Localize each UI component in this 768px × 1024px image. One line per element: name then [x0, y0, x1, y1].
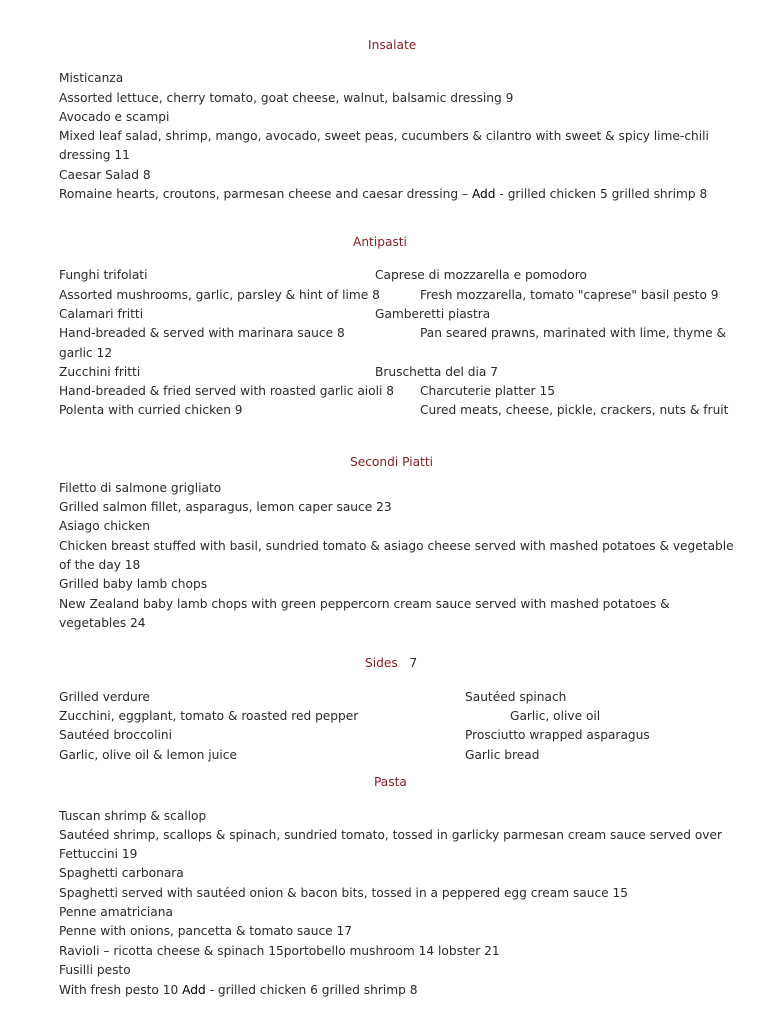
section-title-sides — [365, 654, 417, 673]
menu-item-name: Funghi trifolati — [59, 268, 148, 282]
menu-item-name: Polenta with curried chicken 9 — [59, 403, 243, 417]
menu-item-name: Gamberetti piastra — [375, 307, 491, 321]
section-title-secondi: Secondi Piatti — [350, 455, 433, 469]
menu-item-name: Grilled verdure — [59, 690, 150, 704]
menu-item-name: Prosciutto wrapped asparagus — [465, 728, 650, 742]
menu-item-description — [59, 185, 707, 204]
menu-item-name: Penne amatriciana — [59, 905, 173, 919]
menu-item-description: Fettuccini 19 — [59, 847, 138, 861]
menu-item-name: Calamari fritti — [59, 307, 144, 321]
menu-item-name: Asiago chicken — [59, 519, 150, 533]
menu-item-description: Fresh mozzarella, tomato "caprese" basil pesto 9 — [420, 288, 719, 302]
menu-item-description: Garlic, olive oil & lemon juice — [59, 748, 237, 762]
menu-item-description: Mixed leaf salad, shrimp, mango, avocado, sweet peas, cucumbers & cilantro with sweet & spicy lime-chili — [59, 129, 709, 143]
menu-item-description: Grilled salmon fillet, asparagus, lemon caper sauce 23 — [59, 500, 392, 514]
menu-item-description: Cured meats, cheese, pickle, crackers, nuts & fruit — [420, 403, 729, 417]
menu-item-name: Caesar Salad 8 — [59, 168, 151, 182]
add-options-text: - grilled chicken 5 grilled shrimp 8 — [495, 187, 708, 201]
menu-item-name: Sautéed broccolini — [59, 728, 172, 742]
menu-item-name: Fusilli pesto — [59, 963, 131, 977]
menu-item-description: Hand-breaded & served with marinara sauce 8 — [59, 326, 345, 340]
menu-item-description: Garlic, olive oil — [510, 709, 601, 723]
menu-item-description: New Zealand baby lamb chops with green peppercorn cream sauce served with mashed potatoes & — [59, 597, 670, 611]
menu-item-description: garlic 12 — [59, 346, 113, 360]
description-text: With fresh pesto 10 — [59, 983, 183, 997]
menu-item-name: Avocado e scampi — [59, 110, 170, 124]
sides-price: 7 — [409, 656, 418, 670]
add-label: Add — [182, 983, 206, 997]
menu-item-description: Pan seared prawns, marinated with lime, thyme & — [420, 326, 726, 340]
section-title-antipasti: Antipasti — [353, 235, 407, 249]
menu-item-name: Filetto di salmone grigliato — [59, 481, 222, 495]
menu-item-description: Assorted mushrooms, garlic, parsley & hint of lime 8 — [59, 288, 380, 302]
menu-item-name: Tuscan shrimp & scallop — [59, 809, 207, 823]
menu-item-name: Zucchini fritti — [59, 365, 141, 379]
menu-item-description: of the day 18 — [59, 558, 141, 572]
menu-item-name: Caprese di mozzarella e pomodoro — [375, 268, 587, 282]
menu-item-description: Assorted lettuce, cherry tomato, goat cheese, walnut, balsamic dressing 9 — [59, 91, 514, 105]
menu-item-name: Bruschetta del dia 7 — [375, 365, 498, 379]
add-options-text: - grilled chicken 6 grilled shrimp 8 — [205, 983, 418, 997]
description-text: Romaine hearts, croutons, parmesan cheese and caesar dressing – — [59, 187, 472, 201]
menu-item-description: Zucchini, eggplant, tomato & roasted red pepper — [59, 709, 359, 723]
menu-item-description — [59, 981, 417, 1000]
menu-item-description: Spaghetti served with sautéed onion & bacon bits, tossed in a peppered egg cream sauce 15 — [59, 886, 629, 900]
section-title-insalate: Insalate — [368, 38, 417, 52]
menu-item-description: Penne with onions, pancetta & tomato sauce 17 — [59, 924, 353, 938]
sides-title-text: Sides — [365, 656, 398, 670]
menu-item-description: dressing 11 — [59, 148, 130, 162]
menu-item-description: Sautéed shrimp, scallops & spinach, sundried tomato, tossed in garlicky parmesan cream sauce served over — [59, 828, 723, 842]
menu-item-name: Misticanza — [59, 71, 124, 85]
menu-item-name: Sautéed spinach — [465, 690, 567, 704]
menu-item-name: Spaghetti carbonara — [59, 866, 184, 880]
menu-item-name: Grilled baby lamb chops — [59, 577, 208, 591]
menu-item-description: vegetables 24 — [59, 616, 146, 630]
menu-item-description: Hand-breaded & fried served with roasted garlic aioli 8 — [59, 384, 395, 398]
add-label: Add — [471, 187, 496, 201]
section-title-pasta: Pasta — [374, 775, 407, 789]
menu-item-name: Garlic bread — [465, 748, 540, 762]
menu-item-name: Charcuterie platter 15 — [420, 384, 555, 398]
menu-item-name: Ravioli – ricotta cheese & spinach 15portobello mushroom 14 lobster 21 — [59, 944, 500, 958]
menu-item-description: Chicken breast stuffed with basil, sundried tomato & asiago cheese served with mashed potatoes & vegetable — [59, 539, 734, 553]
